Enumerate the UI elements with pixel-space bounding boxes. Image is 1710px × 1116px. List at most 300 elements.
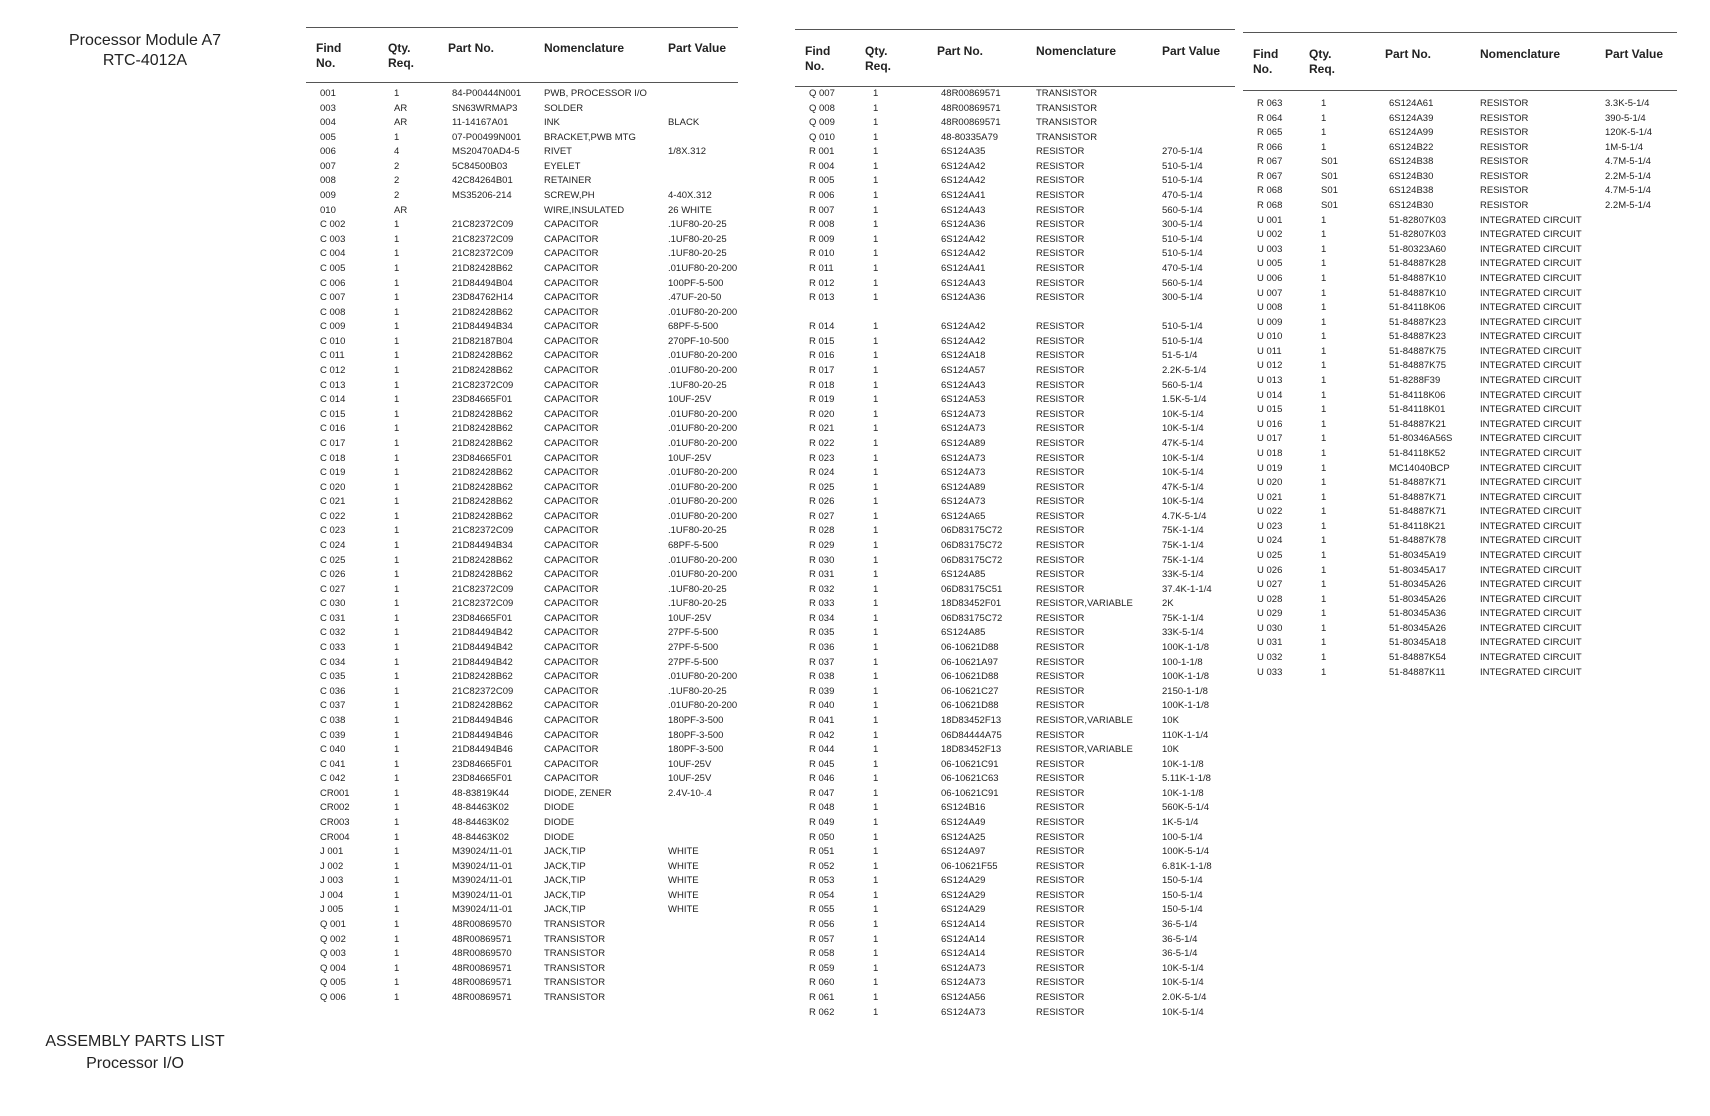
cell-part-value: 68PF-5-500 bbox=[668, 321, 719, 333]
table-row bbox=[795, 510, 1235, 524]
cell-part-no: 6S124A39 bbox=[1389, 112, 1434, 124]
cell-nomenclature: DIODE bbox=[544, 831, 575, 843]
cell-part-no: 51-80345A26 bbox=[1389, 622, 1447, 634]
table-row bbox=[306, 554, 738, 568]
cell-qty: 1 bbox=[1321, 258, 1327, 270]
cell-nomenclature: CAPACITOR bbox=[544, 219, 599, 231]
cell-qty: 1 bbox=[394, 525, 400, 537]
table-row bbox=[306, 889, 738, 903]
cell-part-no: 42C84264B01 bbox=[452, 175, 513, 187]
cell-find-no: Q 004 bbox=[320, 962, 346, 974]
cell-part-no: 06-10621A97 bbox=[941, 656, 999, 668]
cell-part-no: 6S124A65 bbox=[941, 510, 986, 522]
table-row bbox=[795, 247, 1235, 261]
table-row bbox=[306, 874, 738, 888]
table-row bbox=[1243, 243, 1677, 257]
cell-part-value: 100K-1-1/8 bbox=[1162, 700, 1210, 712]
cell-part-no: 06D83175C72 bbox=[941, 554, 1003, 566]
cell-part-value: 2.0K-5-1/4 bbox=[1162, 991, 1207, 1003]
cell-part-no: 6S124A36 bbox=[941, 292, 986, 304]
cell-qty: 1 bbox=[873, 904, 879, 916]
cell-qty: 1 bbox=[873, 889, 879, 901]
cell-part-value: .01UF80-20-200 bbox=[668, 262, 738, 274]
table-row bbox=[1243, 228, 1677, 242]
cell-qty: 1 bbox=[1321, 127, 1327, 139]
cell-part-no: M39024/11-01 bbox=[452, 846, 513, 858]
module-title bbox=[60, 31, 230, 71]
cell-nomenclature: INTEGRATED CIRCUIT bbox=[1480, 229, 1582, 241]
cell-part-no: 48R00869571 bbox=[452, 991, 512, 1003]
cell-nomenclature: CAPACITOR bbox=[544, 379, 599, 391]
table-row bbox=[795, 656, 1235, 670]
table-row bbox=[306, 860, 738, 874]
cell-nomenclature: INTEGRATED CIRCUIT bbox=[1480, 375, 1582, 387]
cell-nomenclature: RESISTOR bbox=[1036, 817, 1085, 828]
cell-part-no: 21D82428B62 bbox=[452, 700, 513, 712]
table-row bbox=[306, 714, 738, 728]
table-row bbox=[1243, 170, 1677, 184]
cell-qty: 1 bbox=[873, 729, 879, 741]
cell-find-no: U 032 bbox=[1257, 652, 1283, 664]
cell-part-no: 21C82372C09 bbox=[452, 525, 514, 537]
cell-nomenclature: RESISTOR bbox=[1036, 190, 1085, 202]
cell-qty: 1 bbox=[873, 860, 879, 872]
cell-part-value: 37.4K-1-1/4 bbox=[1162, 583, 1212, 595]
table-row bbox=[1243, 389, 1677, 403]
cell-part-no: 6S124A61 bbox=[1389, 98, 1434, 109]
table-row bbox=[1243, 462, 1677, 476]
cell-part-value: 27PF-5-500 bbox=[668, 642, 719, 654]
cell-find-no: J 001 bbox=[320, 846, 344, 858]
table-row bbox=[1243, 476, 1677, 490]
table-row bbox=[306, 379, 738, 393]
cell-part-no: 06-10621D88 bbox=[941, 642, 999, 654]
cell-nomenclature: CAPACITOR bbox=[544, 671, 599, 683]
cell-qty: 1 bbox=[873, 160, 879, 172]
cell-nomenclature: TRANSISTOR bbox=[544, 948, 606, 960]
cell-nomenclature: INTEGRATED CIRCUIT bbox=[1480, 593, 1582, 605]
cell-find-no: R 058 bbox=[809, 948, 835, 960]
cell-part-value: .01UF80-20-200 bbox=[668, 700, 738, 712]
cell-nomenclature: RESISTOR bbox=[1036, 948, 1085, 960]
cell-part-no: 48R00869571 bbox=[941, 88, 1001, 99]
cell-part-value: 270PF-10-500 bbox=[668, 335, 729, 347]
cell-part-no: 21D82428B62 bbox=[452, 496, 513, 508]
cell-part-value: 120K-5-1/4 bbox=[1605, 127, 1653, 139]
cell-qty: 1 bbox=[873, 773, 879, 785]
cell-qty: 1 bbox=[1321, 302, 1327, 314]
cell-qty: 1 bbox=[873, 379, 879, 391]
cell-part-no: 18D83452F13 bbox=[941, 744, 1002, 756]
cell-find-no: U 016 bbox=[1257, 418, 1283, 430]
table-row bbox=[1243, 651, 1677, 665]
cell-part-no: 51-84118K01 bbox=[1389, 404, 1446, 416]
header-bottom-rule bbox=[306, 82, 738, 83]
cell-qty: 1 bbox=[873, 583, 879, 595]
table-row bbox=[795, 160, 1235, 174]
table-row bbox=[795, 116, 1235, 130]
header-find-no: Find No. bbox=[316, 41, 342, 70]
cell-part-value: 47K-5-1/4 bbox=[1162, 481, 1204, 493]
cell-part-no: 6S124A85 bbox=[941, 569, 986, 581]
cell-qty: 1 bbox=[394, 554, 400, 566]
cell-nomenclature: TRANSISTOR bbox=[544, 991, 606, 1003]
cell-qty: 1 bbox=[394, 423, 400, 435]
cell-find-no: Q 007 bbox=[809, 88, 835, 99]
cell-find-no: C 040 bbox=[320, 744, 346, 756]
cell-part-value: .01UF80-20-200 bbox=[668, 437, 738, 449]
cell-nomenclature: DIODE bbox=[544, 817, 575, 828]
cell-qty: 1 bbox=[873, 146, 879, 158]
cell-part-value: 2150-1-1/8 bbox=[1162, 685, 1208, 697]
cell-nomenclature: RESISTOR bbox=[1036, 729, 1085, 741]
table-row bbox=[306, 335, 738, 349]
cell-nomenclature: CAPACITOR bbox=[544, 248, 599, 260]
cell-part-value: 10K-5-1/4 bbox=[1162, 496, 1204, 508]
cell-part-value: WHITE bbox=[668, 846, 699, 858]
cell-find-no: R 019 bbox=[809, 394, 835, 406]
table-row bbox=[795, 189, 1235, 203]
cell-qty: 1 bbox=[1321, 579, 1327, 591]
cell-qty: 1 bbox=[1321, 272, 1327, 284]
cell-find-no: C 007 bbox=[320, 292, 346, 304]
cell-find-no: R 059 bbox=[809, 962, 835, 974]
table-top-rule bbox=[306, 27, 738, 28]
cell-nomenclature: RESISTOR bbox=[1036, 321, 1085, 333]
cell-part-no: 06-10621F55 bbox=[941, 860, 998, 872]
cell-nomenclature: RESISTOR bbox=[1036, 875, 1085, 887]
cell-part-value: 100-5-1/4 bbox=[1162, 831, 1203, 843]
cell-find-no: U 031 bbox=[1257, 637, 1283, 649]
cell-find-no: J 003 bbox=[320, 875, 344, 887]
cell-part-value: 5.11K-1-1/8 bbox=[1162, 773, 1211, 785]
cell-qty: 1 bbox=[873, 1006, 879, 1018]
cell-qty: 1 bbox=[873, 321, 879, 333]
table-row bbox=[1243, 141, 1677, 155]
cell-part-no: 6S124A56 bbox=[941, 991, 986, 1003]
cell-part-value: 510-5-1/4 bbox=[1162, 335, 1203, 347]
module-model: RTC-4012A bbox=[102, 52, 188, 69]
cell-nomenclature: RESISTOR bbox=[1036, 350, 1085, 362]
cell-qty: 1 bbox=[394, 714, 400, 726]
cell-part-value: 4-40X.312 bbox=[668, 190, 712, 202]
cell-part-value: 10K-5-1/4 bbox=[1162, 977, 1204, 989]
cell-nomenclature: RESISTOR bbox=[1036, 758, 1085, 770]
header-qty-req: Qty. Req. bbox=[1309, 47, 1336, 76]
table-row bbox=[306, 524, 738, 538]
cell-nomenclature: RESISTOR bbox=[1036, 204, 1085, 216]
table-row bbox=[306, 291, 738, 305]
cell-part-no: MS35206-214 bbox=[452, 190, 512, 202]
table-row bbox=[306, 831, 738, 845]
cell-nomenclature: RESISTOR bbox=[1036, 904, 1085, 916]
cell-part-no: 6S124A89 bbox=[941, 481, 986, 493]
cell-part-no: 06-10621D88 bbox=[941, 671, 999, 683]
cell-part-no: 21D82428B62 bbox=[452, 437, 513, 449]
cell-nomenclature: CAPACITOR bbox=[544, 452, 599, 464]
cell-qty: 1 bbox=[394, 962, 400, 974]
table-row bbox=[795, 801, 1235, 815]
cell-find-no: 010 bbox=[320, 204, 336, 216]
cell-nomenclature: RESISTOR bbox=[1036, 146, 1085, 158]
table-row bbox=[1243, 287, 1677, 301]
cell-qty: 1 bbox=[873, 539, 879, 551]
cell-qty: 1 bbox=[873, 408, 879, 420]
cell-find-no: R 027 bbox=[809, 510, 835, 522]
cell-find-no: U 009 bbox=[1257, 316, 1283, 328]
table-row bbox=[1243, 564, 1677, 578]
cell-part-no: 21D84494B46 bbox=[452, 714, 513, 726]
table-row bbox=[1243, 505, 1677, 519]
cell-qty: 1 bbox=[873, 744, 879, 756]
cell-qty: 1 bbox=[1321, 622, 1327, 634]
cell-part-no: 6S124A73 bbox=[941, 467, 986, 479]
cell-part-value: 10K-5-1/4 bbox=[1162, 423, 1204, 435]
cell-qty: 1 bbox=[394, 846, 400, 858]
cell-part-no: 51-84887K23 bbox=[1389, 331, 1447, 343]
cell-qty: 1 bbox=[394, 831, 400, 843]
cell-nomenclature: CAPACITOR bbox=[544, 539, 599, 551]
cell-qty: 1 bbox=[394, 233, 400, 245]
table-row bbox=[795, 685, 1235, 699]
cell-part-no: 51-82807K03 bbox=[1389, 214, 1447, 226]
cell-part-value: 10K-5-1/4 bbox=[1162, 408, 1204, 420]
table-row bbox=[306, 670, 738, 684]
cell-part-value: .01UF80-20-200 bbox=[668, 408, 738, 420]
table-row bbox=[795, 626, 1235, 640]
table-row bbox=[795, 87, 1235, 101]
cell-qty: 1 bbox=[873, 817, 879, 828]
cell-qty: 1 bbox=[873, 612, 879, 624]
cell-part-value: 100-1-1/8 bbox=[1162, 656, 1203, 668]
cell-nomenclature: RESISTOR bbox=[1480, 127, 1529, 139]
cell-part-no: 6S124B16 bbox=[941, 802, 986, 814]
cell-part-no: 51-80345A26 bbox=[1389, 579, 1447, 591]
table-row bbox=[795, 262, 1235, 276]
table-row bbox=[306, 320, 738, 334]
cell-qty: 1 bbox=[1321, 637, 1327, 649]
cell-find-no: U 001 bbox=[1257, 214, 1283, 226]
cell-part-no: 51-84887K71 bbox=[1389, 491, 1447, 503]
cell-nomenclature: INTEGRATED CIRCUIT bbox=[1480, 491, 1582, 503]
cell-part-no: 6S124A29 bbox=[941, 904, 986, 916]
cell-part-value: 68PF-5-500 bbox=[668, 539, 719, 551]
cell-qty: 1 bbox=[394, 817, 400, 828]
cell-part-value: 180PF-3-500 bbox=[668, 714, 724, 726]
cell-nomenclature: CAPACITOR bbox=[544, 569, 599, 581]
table-row bbox=[306, 102, 738, 116]
cell-qty: 1 bbox=[1321, 98, 1327, 109]
cell-part-no: 51-84887K10 bbox=[1389, 287, 1447, 299]
cell-find-no: J 005 bbox=[320, 904, 344, 916]
cell-nomenclature: CAPACITOR bbox=[544, 423, 599, 435]
cell-find-no: C 013 bbox=[320, 379, 346, 391]
cell-part-value: 10UF-25V bbox=[668, 773, 712, 785]
cell-part-no: 6S124A18 bbox=[941, 350, 986, 362]
table-row bbox=[795, 714, 1235, 728]
cell-nomenclature: RESISTOR bbox=[1036, 277, 1085, 289]
cell-part-no: 07-P00499N001 bbox=[452, 131, 522, 143]
cell-part-no: 6S124A73 bbox=[941, 496, 986, 508]
cell-part-no: 51-8288F39 bbox=[1389, 375, 1441, 387]
cell-find-no: U 030 bbox=[1257, 622, 1283, 634]
cell-part-value: WHITE bbox=[668, 860, 699, 872]
cell-nomenclature: SOLDER bbox=[544, 102, 584, 114]
table-row bbox=[795, 962, 1235, 976]
cell-part-no: 21D82428B62 bbox=[452, 467, 513, 479]
cell-qty: 1 bbox=[1321, 141, 1327, 153]
cell-nomenclature: INTEGRATED CIRCUIT bbox=[1480, 535, 1582, 547]
cell-find-no: CR001 bbox=[320, 787, 350, 799]
cell-nomenclature: INTEGRATED CIRCUIT bbox=[1480, 433, 1582, 445]
cell-part-no: 6S124A36 bbox=[941, 219, 986, 231]
cell-part-value: 2.4V-10-.4 bbox=[668, 787, 712, 799]
cell-nomenclature: INTEGRATED CIRCUIT bbox=[1480, 579, 1582, 591]
table-row bbox=[1243, 418, 1677, 432]
cell-qty: 1 bbox=[1321, 404, 1327, 416]
header-nomenclature: Nomenclature bbox=[1036, 44, 1117, 58]
cell-part-value: .1UF80-20-25 bbox=[668, 233, 727, 245]
cell-find-no: U 022 bbox=[1257, 506, 1283, 518]
cell-nomenclature: CAPACITOR bbox=[544, 700, 599, 712]
cell-nomenclature: TRANSISTOR bbox=[544, 977, 606, 989]
cell-find-no: 005 bbox=[320, 131, 336, 143]
table-row bbox=[795, 583, 1235, 597]
cell-part-value: 470-5-1/4 bbox=[1162, 190, 1203, 202]
cell-nomenclature: RESISTOR bbox=[1036, 860, 1085, 872]
cell-find-no: Q 006 bbox=[320, 991, 346, 1003]
cell-find-no: U 003 bbox=[1257, 243, 1283, 255]
table-row bbox=[795, 102, 1235, 116]
table-row bbox=[306, 452, 738, 466]
table-row bbox=[795, 452, 1235, 466]
cell-qty: 1 bbox=[873, 131, 879, 143]
table-row bbox=[795, 874, 1235, 888]
cell-part-value: .1UF80-20-25 bbox=[668, 685, 727, 697]
cell-find-no: U 027 bbox=[1257, 579, 1283, 591]
cell-nomenclature: RESISTOR bbox=[1036, 671, 1085, 683]
cell-part-value: 6.81K-1-1/8 bbox=[1162, 860, 1212, 872]
cell-find-no: C 006 bbox=[320, 277, 346, 289]
table-row bbox=[306, 801, 738, 815]
cell-find-no: R 015 bbox=[809, 335, 835, 347]
cell-nomenclature: TRANSISTOR bbox=[1036, 102, 1098, 114]
cell-qty: 1 bbox=[394, 262, 400, 274]
header-nomenclature: Nomenclature bbox=[1480, 47, 1561, 61]
document-subject: Processor I/O bbox=[86, 1055, 184, 1072]
cell-find-no: CR003 bbox=[320, 817, 350, 828]
cell-part-no: 51-84887K78 bbox=[1389, 535, 1447, 547]
cell-find-no: U 008 bbox=[1257, 302, 1283, 314]
table-row bbox=[306, 743, 738, 757]
cell-qty: 1 bbox=[394, 394, 400, 406]
table-row bbox=[795, 204, 1235, 218]
cell-nomenclature: CAPACITOR bbox=[544, 758, 599, 770]
table-row bbox=[306, 247, 738, 261]
cell-part-no: M39024/11-01 bbox=[452, 904, 513, 916]
cell-qty: 1 bbox=[394, 977, 400, 989]
table-row bbox=[1243, 126, 1677, 140]
cell-qty: 1 bbox=[1321, 608, 1327, 620]
cell-part-value: .01UF80-20-200 bbox=[668, 365, 738, 377]
table-row bbox=[1243, 578, 1677, 592]
cell-nomenclature: RESISTOR bbox=[1480, 141, 1529, 153]
cell-nomenclature: RESISTOR bbox=[1036, 583, 1085, 595]
cell-part-no: 6S124A85 bbox=[941, 627, 986, 639]
cell-qty: 1 bbox=[873, 627, 879, 639]
cell-find-no: C 036 bbox=[320, 685, 346, 697]
cell-part-value: 560-5-1/4 bbox=[1162, 379, 1203, 391]
cell-nomenclature: INTEGRATED CIRCUIT bbox=[1480, 564, 1582, 576]
cell-find-no: 004 bbox=[320, 117, 336, 129]
cell-part-no: 6S124A57 bbox=[941, 365, 986, 377]
cell-nomenclature: INTEGRATED CIRCUIT bbox=[1480, 272, 1582, 284]
cell-part-no: 21D84494B42 bbox=[452, 656, 513, 668]
cell-find-no: C 022 bbox=[320, 510, 346, 522]
cell-nomenclature: RESISTOR bbox=[1036, 335, 1085, 347]
cell-nomenclature: INTEGRATED CIRCUIT bbox=[1480, 243, 1582, 255]
cell-find-no: R 068 bbox=[1257, 185, 1283, 197]
cell-find-no: R 024 bbox=[809, 467, 835, 479]
cell-part-no: 48-84463K02 bbox=[452, 802, 510, 814]
table-row bbox=[795, 145, 1235, 159]
cell-qty: 1 bbox=[394, 948, 400, 960]
cell-nomenclature: CAPACITOR bbox=[544, 685, 599, 697]
cell-find-no: C 042 bbox=[320, 773, 346, 785]
cell-part-no: 06D83175C51 bbox=[941, 583, 1003, 595]
cell-find-no: R 013 bbox=[809, 292, 835, 304]
table-row bbox=[795, 991, 1235, 1005]
cell-part-no: 6S124A14 bbox=[941, 919, 986, 931]
cell-qty: 1 bbox=[1321, 491, 1327, 503]
table-row bbox=[795, 787, 1235, 801]
cell-qty: 1 bbox=[873, 758, 879, 770]
table-row bbox=[795, 889, 1235, 903]
cell-qty: 1 bbox=[394, 875, 400, 887]
cell-qty: 1 bbox=[873, 496, 879, 508]
table-row bbox=[795, 422, 1235, 436]
cell-part-no: 21C82372C09 bbox=[452, 233, 514, 245]
table-row bbox=[1243, 112, 1677, 126]
cell-part-no: 51-80345A19 bbox=[1389, 549, 1447, 561]
header-part-value: Part Value bbox=[1162, 44, 1221, 58]
cell-qty: 1 bbox=[1321, 506, 1327, 518]
cell-part-value: 10UF-25V bbox=[668, 612, 712, 624]
header-part-value: Part Value bbox=[668, 41, 727, 55]
cell-part-no: 6S124A42 bbox=[941, 160, 986, 172]
cell-nomenclature: JACK,TIP bbox=[544, 846, 586, 858]
cell-qty: 1 bbox=[873, 846, 879, 858]
cell-part-no: MS20470AD4-5 bbox=[452, 146, 520, 158]
cell-find-no: R 030 bbox=[809, 554, 835, 566]
cell-find-no: C 026 bbox=[320, 569, 346, 581]
cell-qty: 2 bbox=[394, 175, 400, 187]
cell-qty: 1 bbox=[394, 773, 400, 785]
cell-part-value: 180PF-3-500 bbox=[668, 729, 724, 741]
cell-part-value: 270-5-1/4 bbox=[1162, 146, 1203, 158]
cell-part-no: 21D82187B04 bbox=[452, 335, 513, 347]
cell-part-value: 510-5-1/4 bbox=[1162, 321, 1203, 333]
header-nomenclature: Nomenclature bbox=[544, 41, 625, 55]
table-row bbox=[1243, 432, 1677, 446]
table-row bbox=[795, 466, 1235, 480]
cell-find-no: R 065 bbox=[1257, 127, 1283, 139]
table-row bbox=[306, 204, 738, 218]
cell-nomenclature: RESISTOR bbox=[1036, 627, 1085, 639]
cell-part-value: 10K-5-1/4 bbox=[1162, 962, 1204, 974]
cell-part-value: 180PF-3-500 bbox=[668, 744, 724, 756]
cell-nomenclature: INTEGRATED CIRCUIT bbox=[1480, 477, 1582, 489]
